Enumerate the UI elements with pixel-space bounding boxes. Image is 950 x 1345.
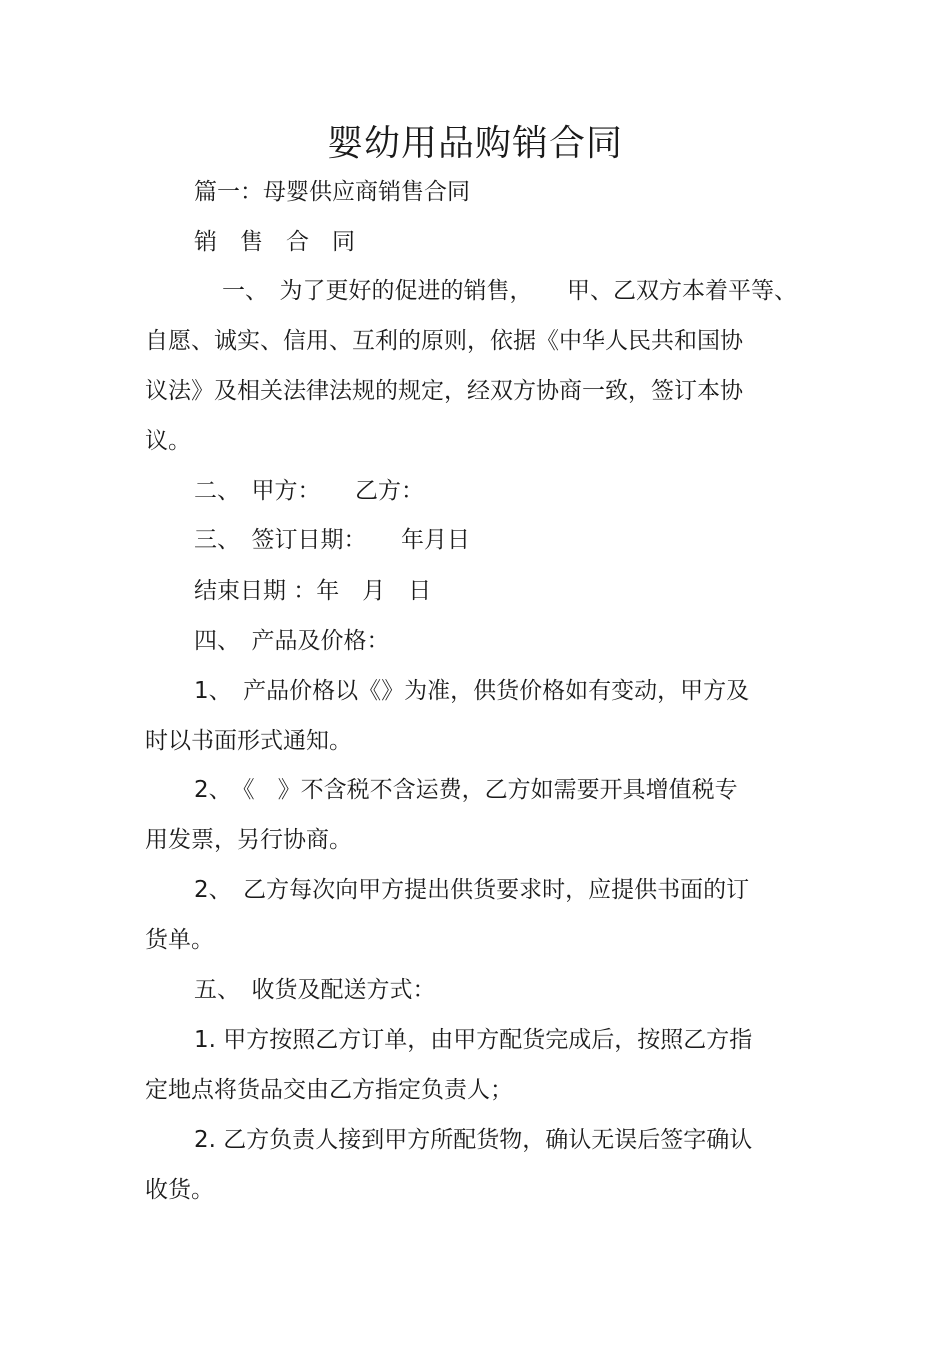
clause-4-item-2-line-1: 2、 《 》不含税不含运费，乙方如需要开具增值税专 (194, 777, 738, 803)
clause-3-sign-date: 三、 签订日期： 年月日 (194, 527, 470, 553)
clause-4-item-3-line-2: 货单。 (145, 927, 214, 953)
clause-5-item-1-line-1: 1. 甲方按照乙方订单，由甲方配货完成后，按照乙方指 (194, 1027, 753, 1053)
clause-5-item-1-line-2: 定地点将货品交由乙方指定负责人； (145, 1077, 513, 1103)
clause-1-line-4: 议。 (145, 428, 191, 454)
clause-4-item-1-line-1: 1、 产品价格以《》为准，供货价格如有变动，甲方及 (194, 678, 750, 704)
clause-5-heading: 五、 收货及配送方式： (194, 977, 436, 1003)
clause-1-line-2: 自愿、诚实、信用、互利的原则，依据《中华人民共和国协 (145, 328, 743, 354)
clause-1-line-3: 议法》及相关法律法规的规定，经双方协商一致，签订本协 (145, 378, 743, 404)
clause-4-heading: 四、 产品及价格： (194, 628, 390, 654)
chapter-heading: 篇一：母婴供应商销售合同 (194, 179, 470, 205)
clause-5-item-2-line-2: 收货。 (145, 1177, 214, 1203)
contract-heading: 销 售 合 同 (194, 229, 355, 255)
clause-4-item-2-line-2: 用发票，另行协商。 (145, 827, 352, 853)
clause-4-item-1-line-2: 时以书面形式通知。 (145, 728, 352, 754)
document-title: 婴幼用品购销合同 (326, 123, 623, 164)
clause-4-item-3-line-1: 2、 乙方每次向甲方提出供货要求时，应提供书面的订 (194, 877, 750, 903)
clause-2-parties: 二、 甲方： 乙方： (194, 478, 424, 504)
clause-5-item-2-line-1: 2. 乙方负责人接到甲方所配货物，确认无误后签字确认 (194, 1127, 753, 1153)
clause-1-line-1: 一、 为了更好的促进的销售， 甲、乙双方本着平等、 (222, 278, 797, 304)
end-date: 结束日期 ：年 月 日 (194, 578, 432, 604)
